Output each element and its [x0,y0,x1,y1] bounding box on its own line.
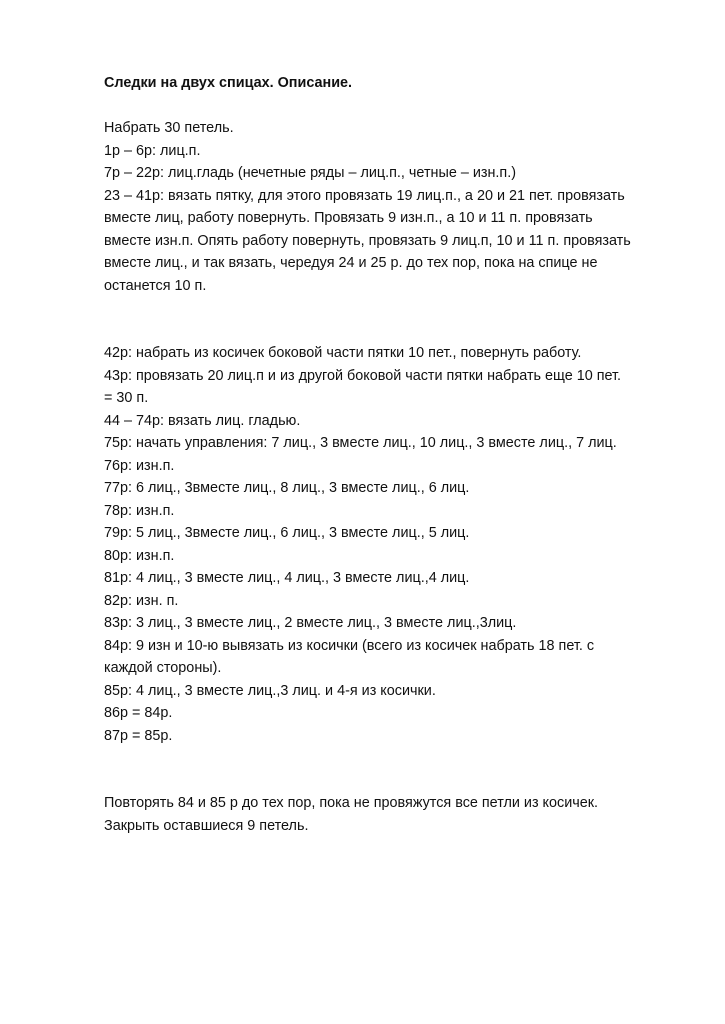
spacer [104,297,689,342]
section-cast-on-and-heel [104,117,689,297]
text-line: 86р = 84р. [104,705,173,721]
document-title: Следки на двух спицах. Описание. [104,75,353,91]
text-line: Повторять 84 и 85 р до тех пор, пока не провяжутся все петли из косичек. [104,795,599,811]
text-line: = 30 п. [104,390,149,406]
text-line: 79р: 5 лиц., 3вместе лиц., 6 лиц., 3 вместе лиц., 5 лиц. [104,525,470,541]
text-line: 23 – 41р: вязать пятку, для этого провязать 19 лиц.п., а 20 и 21 пет. провязать [104,187,625,204]
text-line: 87р = 85р. [104,727,173,744]
text-line: вместе лиц, работу повернуть. Провязать 9 изн.п., а 10 и 11 п. провязать [104,210,593,226]
text-line: каждой стороны). [104,660,222,676]
section-finishing [104,792,689,837]
text-line: 76р: изн.п. [104,457,175,474]
text-line: 82р: изн. п. [104,592,179,609]
text-line: 78р: изн.п. [104,502,175,519]
text-line: останется 10 п. [104,277,207,294]
text-line: вместе лиц., и так вязать, чередуя 24 и 25 р. до тех пор, пока на спице не [104,255,598,271]
text-line: Набрать 30 петель. [104,120,234,136]
text-line: 44 – 74р: вязать лиц. гладью. [104,412,301,429]
text-line: 1р – 6р: лиц.п. [104,142,201,159]
text-line: 42р: набрать из косичек боковой части пятки 10 пет., повернуть работу. [104,345,582,361]
spacer [104,747,689,792]
text-line: 80р: изн.п. [104,547,175,564]
spacer [104,95,689,118]
text-line: 81р: 4 лиц., 3 вместе лиц., 4 лиц., 3 вместе лиц.,4 лиц. [104,570,470,586]
text-line: вместе изн.п. Опять работу повернуть, провязать 9 лиц.п, 10 и 11 п. провязать [104,232,631,249]
text-line: 43р: провязать 20 лиц.п и из другой боковой части пятки набрать еще 10 пет. [104,367,622,384]
text-line: 7р – 22р: лиц.гладь (нечетные ряды – лиц.п., четные – изн.п.) [104,165,516,181]
text-line: 75р: начать управления: 7 лиц., 3 вместе лиц., 10 лиц., 3 вместе лиц., 7 лиц. [104,435,617,451]
document-body [104,72,689,837]
text-line: 77р: 6 лиц., 3вместе лиц., 8 лиц., 3 вместе лиц., 6 лиц. [104,480,470,496]
text-line: 83р: 3 лиц., 3 вместе лиц., 2 вместе лиц., 3 вместе лиц.,3лиц. [104,615,517,631]
text-line: Закрыть оставшиеся 9 петель. [104,817,309,834]
text-line: 84р: 9 изн и 10-ю вывязать из косички (всего из косичек набрать 18 пет. с [104,637,595,654]
section-rows-42-87 [104,342,689,747]
text-line: 85р: 4 лиц., 3 вместе лиц.,3 лиц. и 4-я из косички. [104,682,436,699]
